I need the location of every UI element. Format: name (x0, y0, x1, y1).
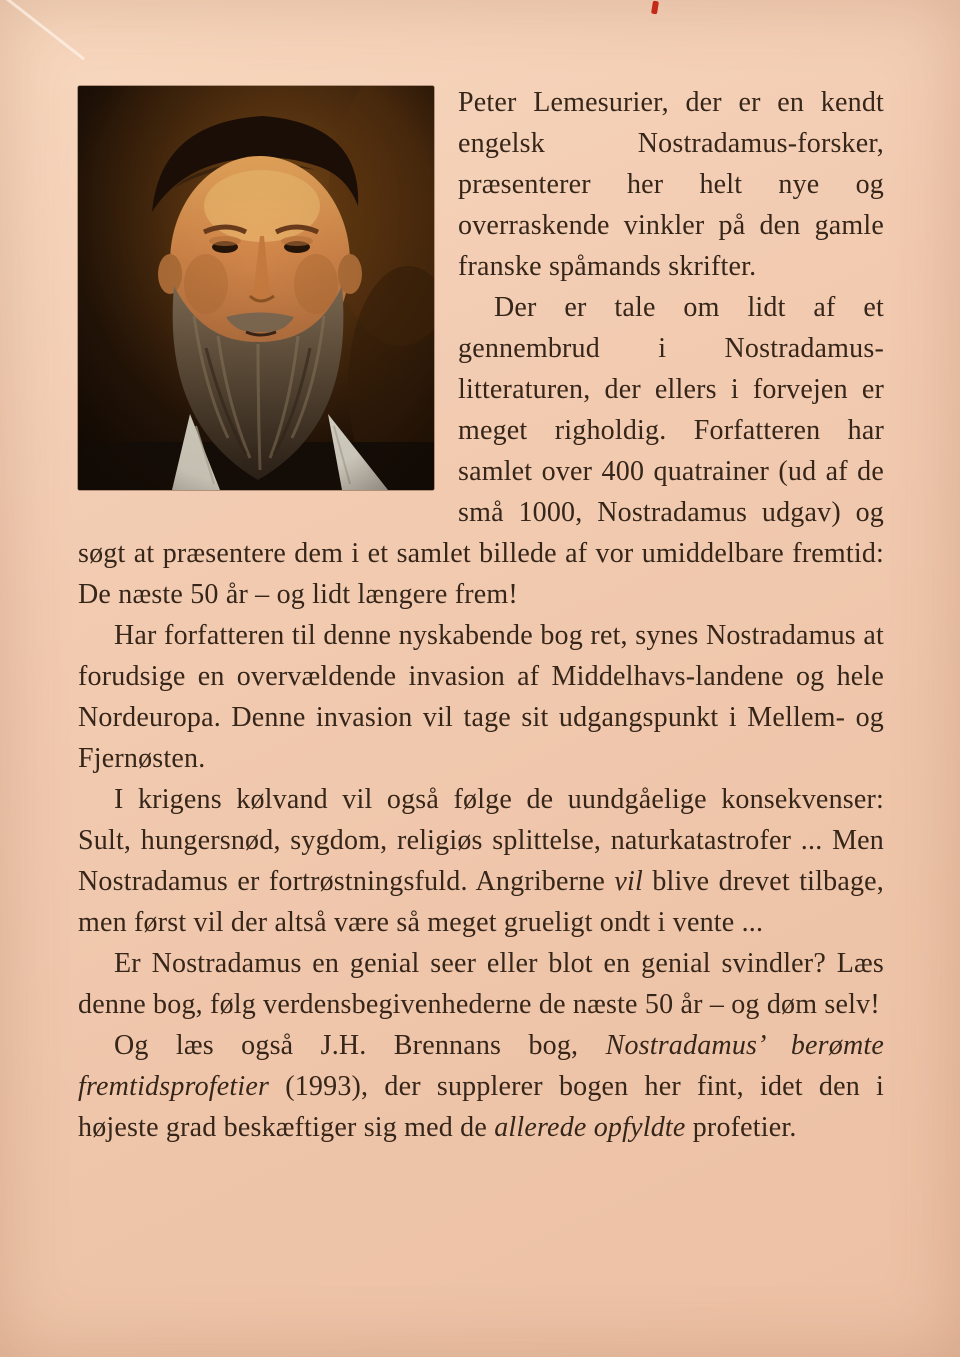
emphasis-word: vil (614, 866, 643, 897)
paragraph-text: Har forfatteren til denne nyskabende bog ret, synes Nostradamus at forudsige en overvældende invasion af Middelhavs-landene og hele Nordeuropa. Denne invasion vil tage sit udgangspunkt i Mellem- og Fjernøsten. (78, 620, 884, 774)
paragraph-recommendation (78, 1025, 884, 1148)
paragraph-text: Peter Lemesurier, der er en kendt engelsk Nostradamus-forsker, præsenterer her helt nye og overraskende vinkler på den gamle franske spåmands skrifter. (458, 87, 884, 282)
paragraph-question (78, 943, 884, 1025)
emphasis-phrase: allerede opfyldte (494, 1112, 686, 1143)
paragraph-text: (1993), der supplerer bogen her fint, idet den i højeste grad beskæftiger sig med de (78, 1071, 884, 1143)
red-ink-mark (651, 1, 659, 15)
paragraph-text: Der er tale om lidt af et gennembrud i Nostradamus-litteraturen, der ellers i forvejen er meget righoldig. Forfatteren har samlet over 400 quatrainer (ud af de små 1000, Nostradamus udgav) og søgt at præsentere dem i et samlet billede af vor umiddelbare fremtid: De næste 50 år – og lidt længere frem! (78, 292, 884, 610)
paragraph-text: Og læs også J.H. Brennans bog, (114, 1030, 606, 1061)
back-cover-text (78, 82, 884, 1148)
paragraph-text: I krigens kølvand vil også følge de uundgåelige konsekvenser: Sult, hungersnød, sygdom, religiøs splittelse, naturkatastrofer ... Men Nostradamus er fortrøstningsfuld. Angriberne (78, 784, 884, 897)
paragraph-text: Er Nostradamus en genial seer eller blot en genial svindler? Læs denne bog, følg verdensbegivenhederne de næste 50 år – og døm selv! (78, 948, 884, 1020)
paragraph-text: profetier. (685, 1112, 797, 1143)
portrait-painting (78, 86, 434, 490)
paragraph-consequences (78, 779, 884, 943)
paper-crease (0, 0, 85, 61)
nostradamus-portrait (78, 86, 434, 490)
paragraph-text: blive drevet tilbage, men først vil der altså være så meget grueligt ondt i vente ... (78, 866, 885, 938)
paragraph-invasion (78, 615, 884, 779)
book-title-italic: Nostradamus’ berømte fremtidsprofetier (78, 1030, 884, 1102)
